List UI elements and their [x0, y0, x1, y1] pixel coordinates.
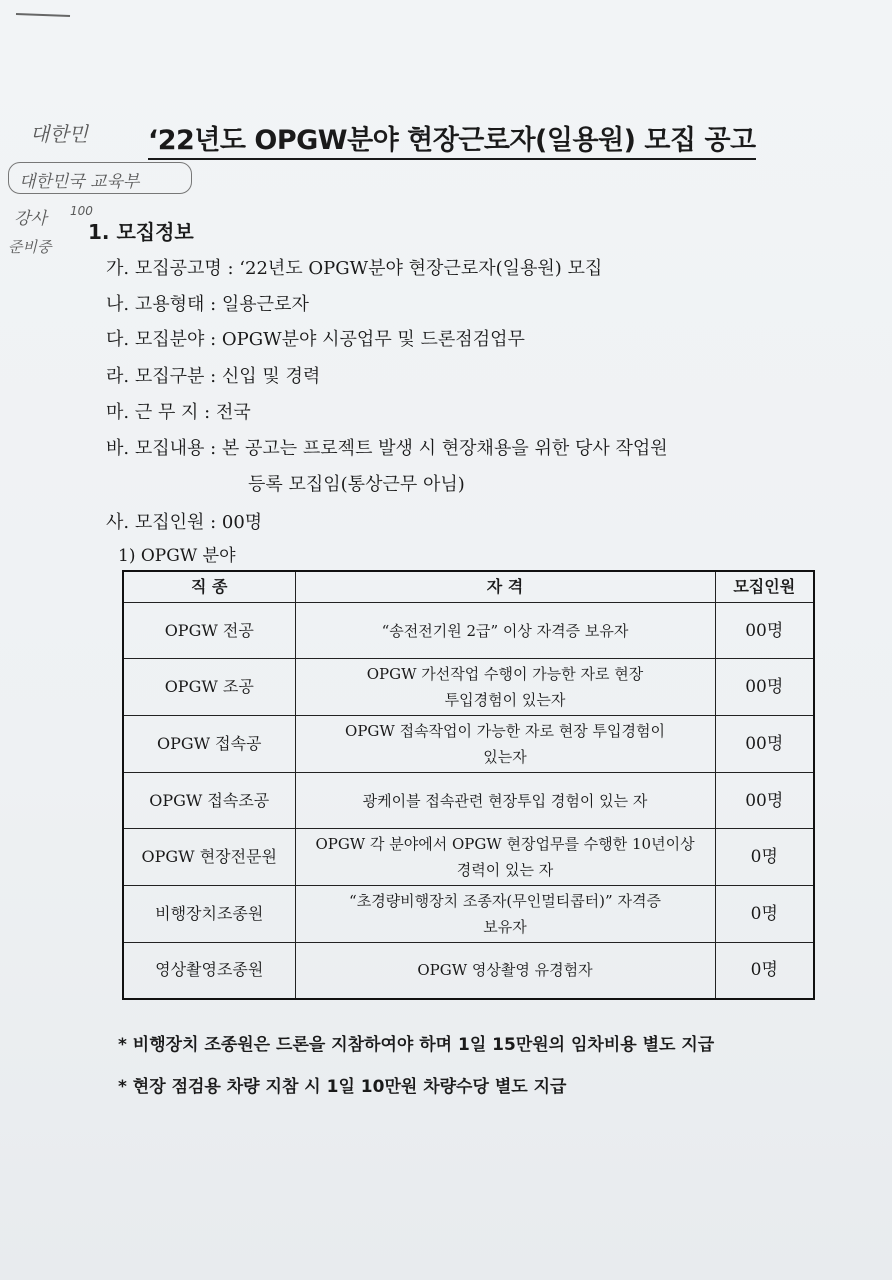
qualification-line: 광케이블 접속관련 현장투입 경험이 있는 자	[362, 791, 648, 810]
job-type-cell: 영상촬영조종원	[123, 943, 295, 999]
note-drone-operator: * 비행장치 조종원은 드론을 지참하여야 하며 1일 15만원의 임차비용 별도 지급	[118, 1035, 715, 1055]
qualification-line: OPGW 각 분야에서 OPGW 현장업무를 수행한 10년이상	[315, 835, 695, 853]
qualification-line: OPGW 가선작업 수행이 가능한 자로 현장	[366, 665, 644, 683]
info-label: 바. 모집내용 :	[106, 438, 217, 459]
info-label: 라. 모집구분 :	[106, 366, 217, 387]
headcount-cell: 00명	[715, 773, 814, 829]
headcount-cell: 0명	[715, 943, 814, 999]
qualification-line: 보유자	[483, 918, 527, 936]
handwritten-note-3: 강사	[14, 209, 47, 229]
info-value: 본 공고는 프로젝트 발생 시 현장채용을 위한 당사 작업원	[221, 438, 668, 459]
info-item-field	[106, 325, 525, 351]
qualification-cell	[295, 943, 715, 999]
info-value: 신입 및 경력	[221, 366, 321, 387]
info-value: 00명	[221, 512, 263, 533]
info-label: 사. 모집인원 :	[106, 512, 217, 533]
job-type-cell: OPGW 접속공	[123, 716, 295, 773]
note-vehicle-allowance: * 현장 점검용 차량 지참 시 1일 10만원 차량수당 별도 지급	[118, 1077, 567, 1097]
info-label: 가. 모집공고명 :	[106, 258, 234, 279]
handwritten-note-1: 대한민	[30, 122, 88, 146]
info-item-headcount	[106, 508, 262, 534]
table-row	[123, 886, 814, 943]
qualification-line: OPGW 영상촬영 유경험자	[417, 961, 593, 980]
info-item-content	[106, 434, 668, 460]
qualification-cell	[295, 659, 715, 716]
header-headcount: 모집인원	[715, 571, 814, 603]
qualification-line: 경력이 있는 자	[456, 861, 554, 879]
qualification-cell	[295, 716, 715, 773]
info-item-employment-type	[106, 290, 309, 316]
qualification-cell	[295, 773, 715, 829]
subsection-heading: 1) OPGW 분야	[118, 546, 236, 566]
info-value: 일용근로자	[221, 294, 309, 315]
header-job-type: 직 종	[123, 571, 295, 603]
qualification-cell	[295, 603, 715, 659]
qualification-line: OPGW 접속작업이 가능한 자로 현장 투입경험이	[345, 722, 665, 740]
headcount-cell: 00명	[715, 659, 814, 716]
headcount-cell: 0명	[715, 829, 814, 886]
handwritten-note-box	[8, 162, 192, 194]
info-item-content-continued: 등록 모집임(통상근무 아님)	[248, 474, 465, 495]
info-value: ‘22년도 OPGW분야 현장근로자(일용원) 모집	[239, 258, 603, 279]
info-item-location	[106, 398, 251, 424]
info-label: 다. 모집분야 :	[106, 329, 217, 350]
info-item-notice-name	[106, 254, 602, 280]
qualification-cell	[295, 886, 715, 943]
info-item-category	[106, 362, 320, 388]
page-title: ‘22년도 OPGW분야 현장근로자(일용원) 모집 공고	[148, 118, 756, 160]
table-row	[123, 659, 814, 716]
recruitment-table	[122, 570, 815, 1000]
staple-mark	[14, 8, 74, 20]
qualification-line: 있는자	[483, 748, 527, 766]
handwritten-note-2: 대한민국 교육부	[19, 172, 140, 192]
table-row	[123, 603, 814, 659]
table-header-row	[123, 571, 814, 603]
table-row	[123, 829, 814, 886]
headcount-cell: 0명	[715, 886, 814, 943]
info-value: 전국	[215, 402, 251, 423]
info-label: 마. 근 무 지 :	[106, 402, 211, 423]
section-heading: 1. 모집정보	[88, 220, 194, 244]
qualification-line: 투입경험이 있는자	[444, 691, 566, 709]
qualification-line: “송전전기원 2급” 이상 자격증 보유자	[381, 621, 629, 640]
job-type-cell: OPGW 현장전문원	[123, 829, 295, 886]
job-type-cell: OPGW 접속조공	[123, 773, 295, 829]
job-type-cell: 비행장치조종원	[123, 886, 295, 943]
handwritten-note-4: 준비중	[8, 238, 52, 256]
table-row	[123, 716, 814, 773]
headcount-cell: 00명	[715, 716, 814, 773]
header-qualification: 자 격	[295, 571, 715, 603]
job-type-cell: OPGW 조공	[123, 659, 295, 716]
info-label: 나. 고용형태 :	[106, 294, 217, 315]
info-value: OPGW분야 시공업무 및 드론점검업무	[221, 329, 525, 350]
handwritten-note-3b: 100	[70, 204, 93, 218]
headcount-cell: 00명	[715, 603, 814, 659]
qualification-cell	[295, 829, 715, 886]
qualification-line: “초경량비행장치 조종자(무인멀티콥터)” 자격증	[349, 892, 661, 910]
job-type-cell: OPGW 전공	[123, 603, 295, 659]
table-row	[123, 773, 814, 829]
table-row	[123, 943, 814, 999]
